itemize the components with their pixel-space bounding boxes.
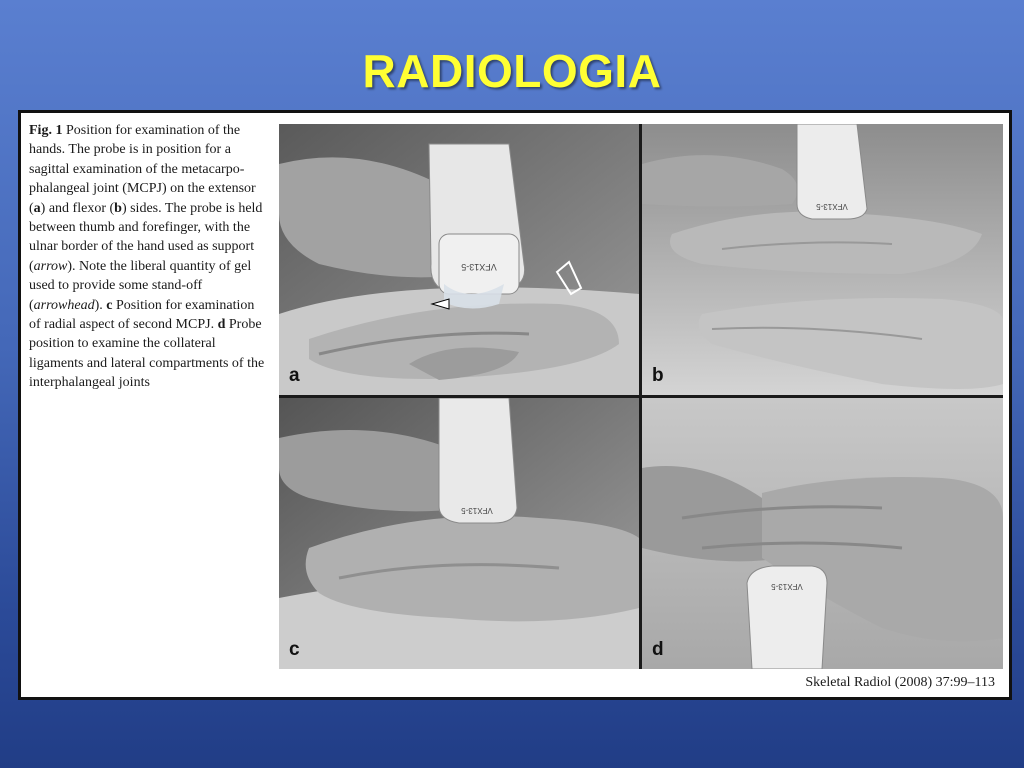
photo-c-image: [279, 398, 639, 669]
caption-text-6: Position for examination of radial aspect of second MCPJ.: [29, 297, 255, 333]
photo-a-image: [279, 124, 639, 395]
figure-caption: [29, 121, 265, 393]
panel-label-d: d: [652, 639, 664, 660]
caption-ref-a: a: [33, 200, 41, 216]
caption-text-1: Position for examination of the hands. The probe is in position for a sagittal examination of the metacarpo-phalangeal joint (MCPJ) on the extensor (: [29, 123, 256, 216]
caption-text-4: ). Note the liberal quantity of gel used to provide some stand-off (: [29, 258, 252, 313]
probe-a-text: VFX13-5: [461, 262, 497, 272]
caption-arrowhead-term: arrowhead: [33, 297, 95, 313]
probe-d-text: VFX13-5: [771, 582, 803, 591]
figure-frame: [18, 110, 1012, 700]
photo-panel-a: [279, 124, 639, 395]
photo-b-image: [642, 124, 1003, 395]
caption-arrow-term: arrow: [33, 258, 68, 274]
caption-ref-d: d: [217, 317, 226, 333]
panel-label-b: b: [652, 365, 664, 386]
photo-panel-d: [642, 398, 1003, 669]
figure-source-citation: Skeletal Radiol (2008) 37:99–113: [805, 675, 995, 690]
caption-fig-label: Fig. 1: [29, 123, 63, 138]
slide-title: RADIOLOGIA: [362, 45, 662, 97]
probe-c-text: VFX13-5: [461, 506, 493, 515]
panel-label-a: a: [289, 365, 300, 386]
caption-ref-b: b: [114, 200, 122, 216]
caption-text-5: ).: [94, 297, 107, 313]
caption-text-3: ) sides. The probe is held between thumb and forefinger, with the ulnar border of the hand used as support (: [29, 200, 263, 274]
caption-ref-c: c: [106, 297, 113, 313]
caption-text-2: ) and flexor (: [40, 200, 115, 216]
caption-text-7: Probe position to examine the collateral ligaments and lateral compartments of the interphalangeal joints: [29, 317, 265, 391]
photo-panel-c: [279, 398, 639, 669]
photo-d-image: [642, 398, 1003, 669]
photo-grid: [279, 124, 1003, 669]
photo-panel-b: [642, 124, 1003, 395]
probe-b-text: VFX13-5: [816, 202, 848, 211]
panel-label-c: c: [289, 639, 300, 660]
